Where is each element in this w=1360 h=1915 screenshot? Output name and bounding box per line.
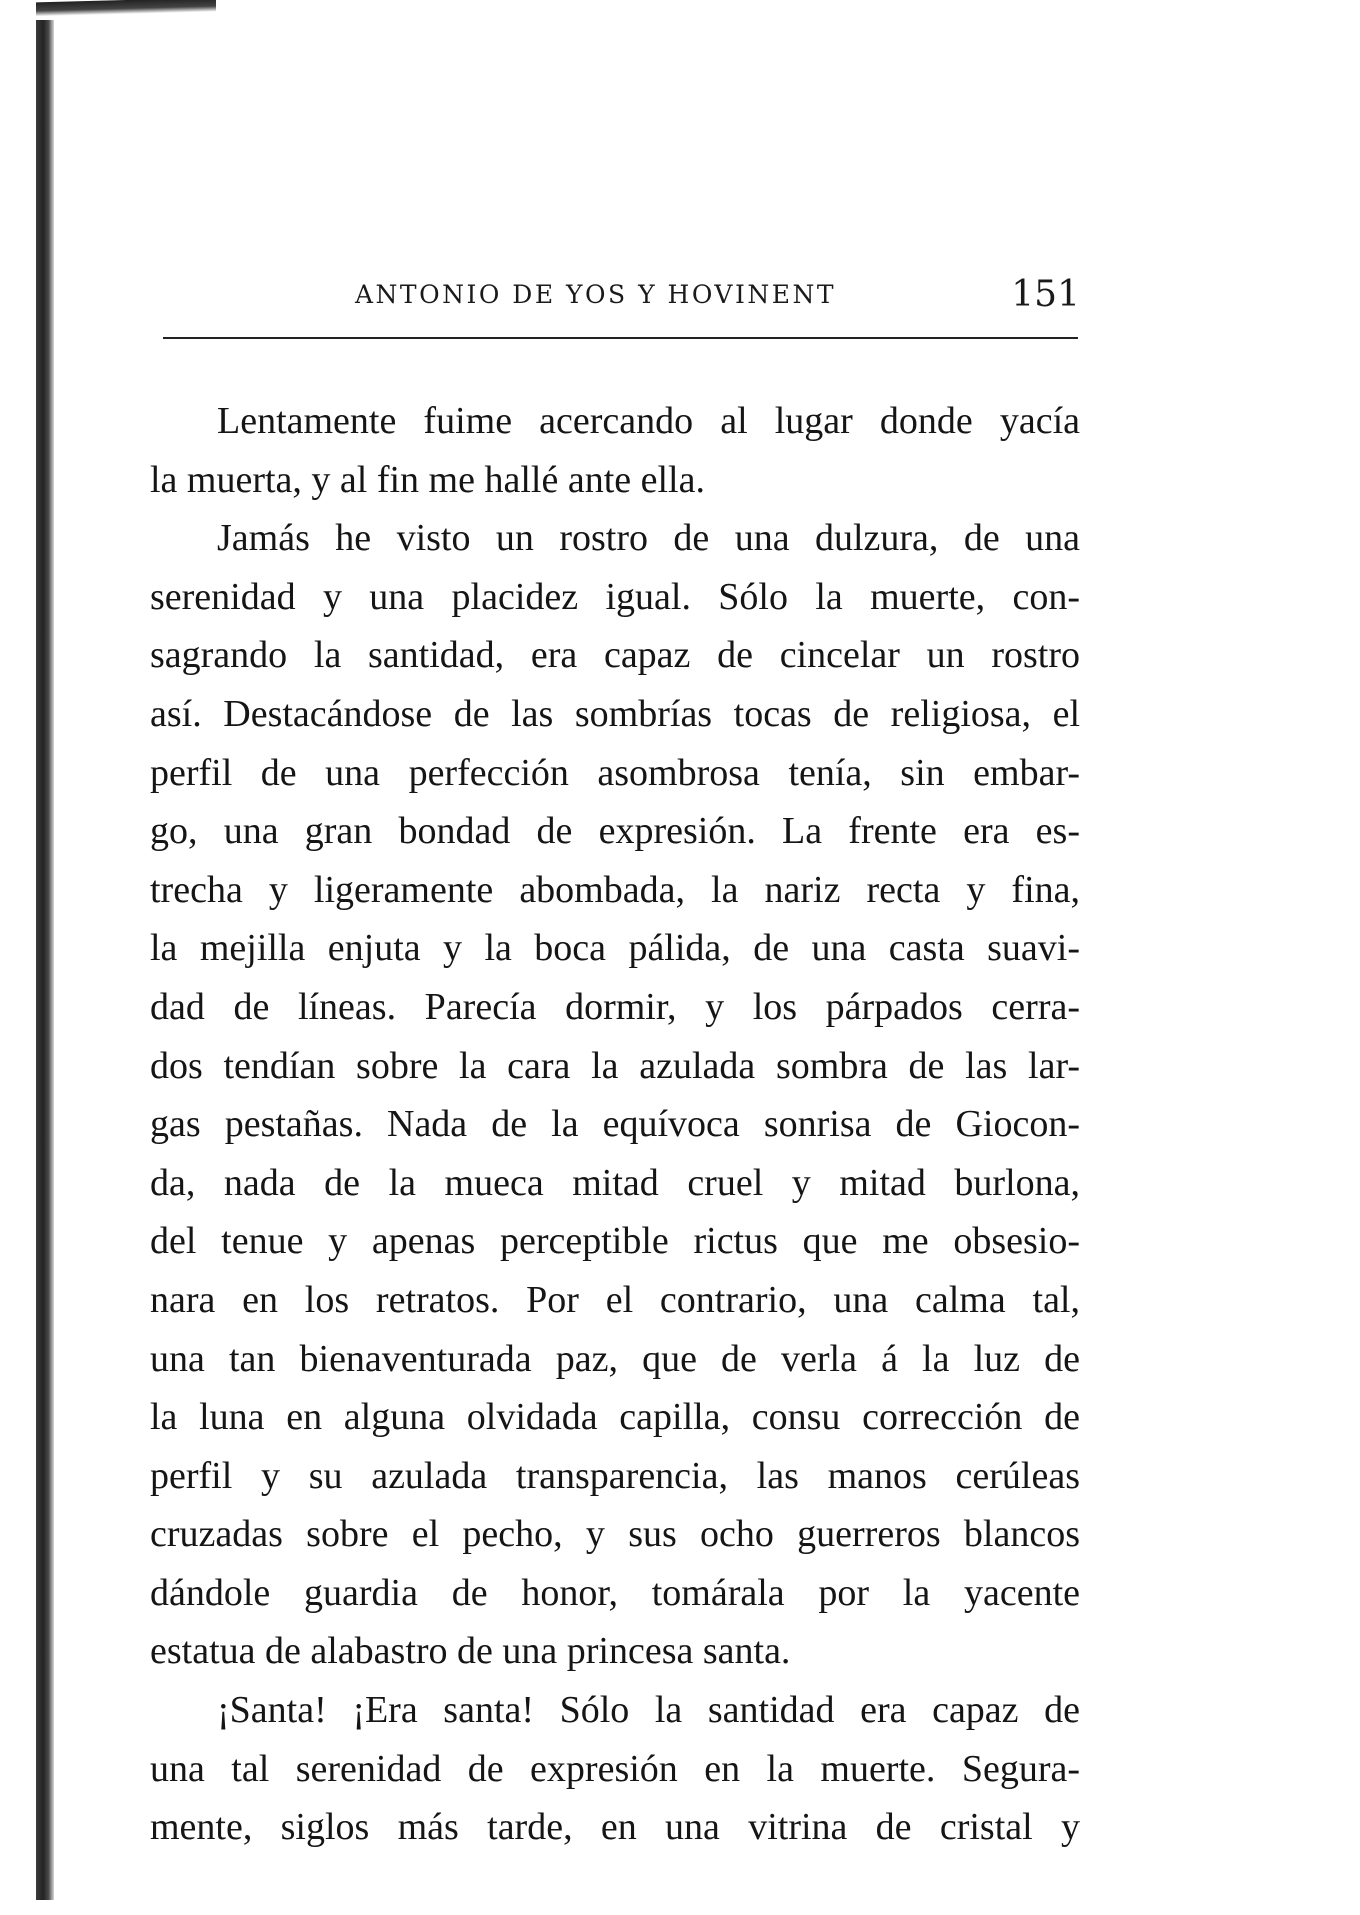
text-line: perfil y su azulada transparencia, las manos cerúleas xyxy=(150,1454,1080,1497)
text-line: go, una gran bondad de expresión. La frente era es- xyxy=(150,810,1080,853)
running-head-title: ANTONIO DE YOS Y HOVINENT xyxy=(355,280,837,309)
header-rule xyxy=(163,337,1078,339)
text-line: perfil de una perfección asombrosa tenía, sin embar- xyxy=(150,751,1080,794)
text-line: dándole guardia de honor, tomárala por la yacente xyxy=(150,1571,1080,1614)
page-number: 151 xyxy=(1011,274,1080,315)
text-line: sagrando la santidad, era capaz de cincelar un rostro xyxy=(150,634,1080,677)
text-line: así. Destacándose de las sombrías tocas de religiosa, el xyxy=(150,692,1080,735)
text-line: estatua de alabastro de una princesa santa. xyxy=(150,1630,791,1673)
text-line: mente, siglos más tarde, en una vitrina de cristal y xyxy=(150,1806,1080,1849)
running-head xyxy=(150,274,1080,324)
text-line: gas pestañas. Nada de la equívoca sonrisa de Giocon- xyxy=(150,1103,1080,1146)
text-line: serenidad y una placidez igual. Sólo la muerte, con- xyxy=(150,575,1080,618)
text-line: dos tendían sobre la cara la azulada sombra de las lar- xyxy=(150,1044,1080,1087)
text-line: una tal serenidad de expresión en la muerte. Segura- xyxy=(150,1747,1080,1790)
text-line: da, nada de la mueca mitad cruel y mitad burlona, xyxy=(150,1161,1080,1204)
text-line: cruzadas sobre el pecho, y sus ocho guerreros blancos xyxy=(150,1513,1080,1556)
text-line: trecha y ligeramente abombada, la nariz recta y fina, xyxy=(150,868,1080,911)
body-text xyxy=(150,392,1080,1857)
text-line: ¡Santa! ¡Era santa! Sólo la santidad era capaz de xyxy=(217,1689,1080,1732)
scan-binding-edge xyxy=(36,20,54,1900)
text-line: la muerta, y al fin me hallé ante ella. xyxy=(150,458,705,501)
text-line: la luna en alguna olvidada capilla, consu corrección de xyxy=(150,1396,1080,1439)
text-line: la mejilla enjuta y la boca pálida, de una casta suavi- xyxy=(150,927,1080,970)
text-line: nara en los retratos. Por el contrario, una calma tal, xyxy=(150,1278,1080,1321)
text-line: del tenue y apenas perceptible rictus que me obsesio- xyxy=(150,1220,1080,1263)
text-line: una tan bienaventurada paz, que de verla á la luz de xyxy=(150,1337,1080,1380)
text-line: dad de líneas. Parecía dormir, y los párpados cerra- xyxy=(150,985,1080,1028)
text-line: Lentamente fuime acercando al lugar donde yacía xyxy=(217,400,1080,442)
scan-top-fold xyxy=(36,0,216,16)
text-line: Jamás he visto un rostro de una dulzura, de una xyxy=(217,517,1080,560)
